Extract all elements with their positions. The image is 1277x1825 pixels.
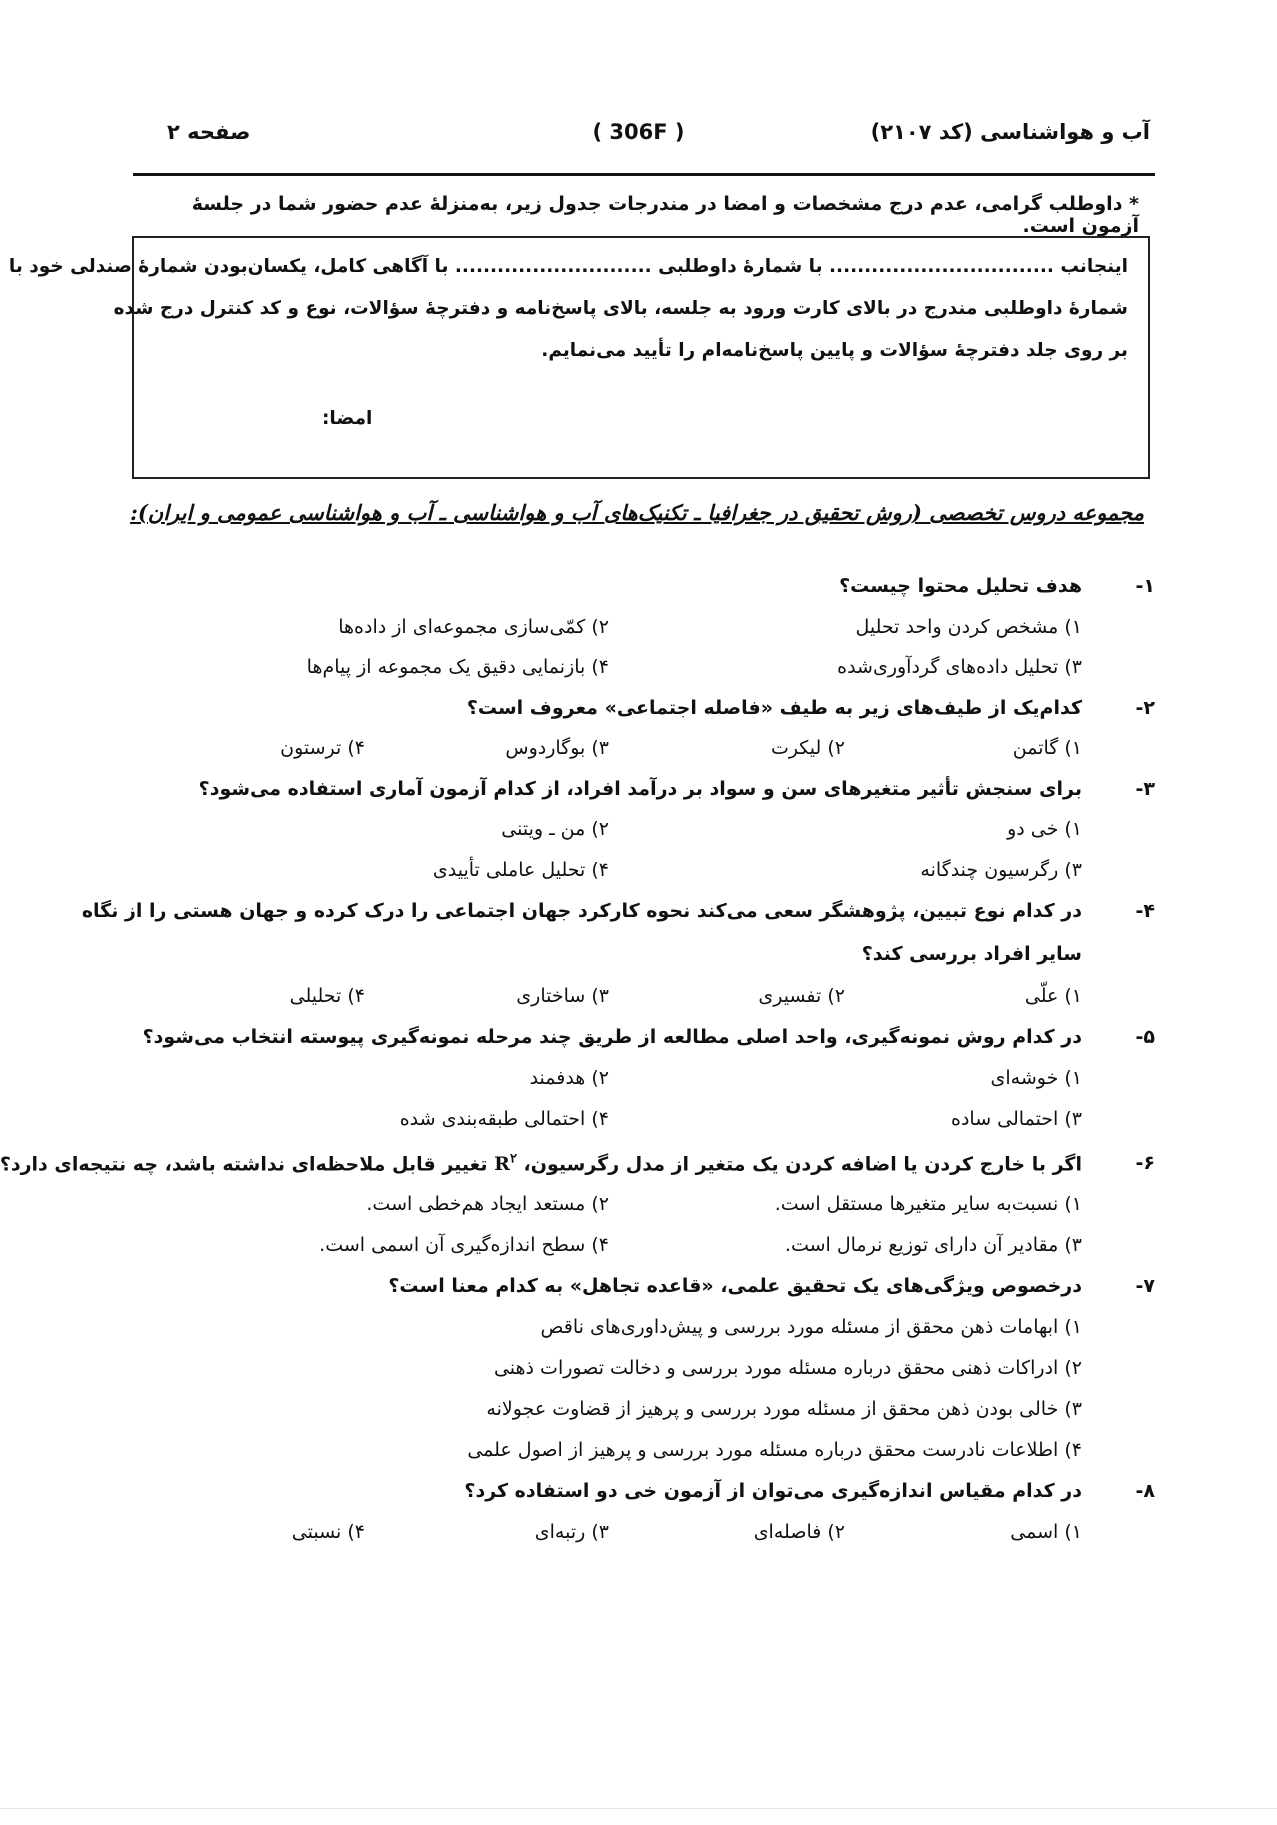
- answer-option: ۱) گاتمن: [1012, 737, 1082, 759]
- answer-option: ۲) تفسیری: [758, 985, 845, 1007]
- declaration-line-1: اینجانب ................................ با شمارهٔ داوطلبی ............................ با آگاهی کامل، یکسان‌بودن شمارهٔ صندلی خود با: [8, 256, 1128, 277]
- question-number: ۸-: [1135, 1480, 1155, 1502]
- answer-option: ۳) رتبه‌ای: [534, 1521, 609, 1543]
- answer-option: ۱) خوشه‌ای: [990, 1067, 1082, 1089]
- signature-label: امضا:: [322, 408, 373, 429]
- question-number: ۷-: [1135, 1275, 1155, 1297]
- question-number: ۲-: [1135, 697, 1155, 719]
- question-text: در کدام نوع تبیین، پژوهشگر سعی می‌کند نحوه کارکرد جهان اجتماعی را درک کرده و جهان هستی را از نگاه: [81, 900, 1082, 922]
- declaration-line-3: بر روی جلد دفترچهٔ سؤالات و پایین پاسخ‌نامه‌ام را تأیید می‌نمایم.: [541, 340, 1128, 361]
- answer-option: ۴) بازنمایی دقیق یک مجموعه از پیام‌ها: [306, 656, 609, 678]
- answer-option: ۴) اطلاعات نادرست محقق درباره مسئله مورد بررسی و پرهیز از اصول علمی: [467, 1439, 1082, 1461]
- answer-option: ۱) ابهامات ذهن محقق از مسئله مورد بررسی و پیش‌داوری‌های ناقص: [540, 1316, 1082, 1338]
- answer-option: ۳) ساختاری: [516, 985, 609, 1007]
- question-number: ۶-: [1135, 1152, 1155, 1174]
- question-text: برای سنجش تأثیر متغیرهای سن و سواد بر درآمد افراد، از کدام آزمون آماری استفاده می‌شود؟: [198, 778, 1082, 800]
- question-text: درخصوص ویژگی‌های یک تحقیق علمی، «قاعده تجاهل» به کدام معنا است؟: [388, 1275, 1082, 1297]
- answer-option: ۴) سطح اندازه‌گیری آن اسمی است.: [319, 1234, 609, 1256]
- answer-option: ۳) بوگاردوس: [505, 737, 609, 759]
- declaration-box: [8, 236, 1150, 479]
- candidate-warning: * داوطلب گرامی، عدم درج مشخصات و امضا در مندرجات جدول زیر، به‌منزلهٔ عدم حضور شما در جلسهٔ آزمون است.: [191, 193, 1139, 237]
- question-text: در کدام روش نمونه‌گیری، واحد اصلی مطالعه از طریق چند مرحله نمونه‌گیری پیوسته انتخاب می‌شود؟: [142, 1026, 1082, 1048]
- answer-option: ۴) احتمالی طبقه‌بندی شده: [399, 1108, 609, 1130]
- answer-option: ۲) کمّی‌سازی مجموعه‌ای از داده‌ها: [338, 616, 609, 638]
- header-divider: [133, 173, 1155, 176]
- answer-option: ۳) احتمالی ساده: [951, 1108, 1082, 1130]
- r-squared-symbol: $R^۲$: [494, 1152, 517, 1176]
- answer-option: ۳) خالی بودن ذهن محقق از مسئله مورد بررسی و پرهیز از قضاوت عجولانه: [486, 1398, 1082, 1420]
- answer-option: ۲) فاصله‌ای: [753, 1521, 845, 1543]
- answer-option: ۲) مستعد ایجاد هم‌خطی است.: [366, 1193, 609, 1215]
- answer-option: ۴) نسبتی: [291, 1521, 365, 1543]
- question-text: هدف تحلیل محتوا چیست؟: [839, 575, 1082, 597]
- answer-option: ۴) ترستون: [280, 737, 365, 759]
- booklet-code: ( 306F ): [592, 120, 685, 144]
- question-number: ۳-: [1135, 778, 1155, 800]
- answer-option: ۳) مقادیر آن دارای توزیع نرمال است.: [784, 1234, 1082, 1256]
- answer-option: ۴) تحلیل عاملی تأییدی: [432, 859, 609, 881]
- answer-option: ۱) خی دو: [1007, 818, 1082, 840]
- section-title: مجموعه دروس تخصصی (روش تحقیق در جغرافیا ـ تکنیک‌های آب و هواشناسی ـ آب و هواشناسی عمومی و ایران):: [130, 500, 1144, 525]
- answer-option: ۱) نسبت‌به سایر متغیرها مستقل است.: [774, 1193, 1082, 1215]
- question-text: در کدام مقیاس اندازه‌گیری می‌توان از آزمون خی دو استفاده کرد؟: [464, 1480, 1082, 1502]
- page-number: صفحه ۲: [167, 120, 251, 144]
- question-number: ۱-: [1135, 575, 1155, 597]
- answer-option: ۲) لیکرت: [770, 737, 845, 759]
- answer-option: ۲) ادراکات ذهنی محقق درباره مسئله مورد بررسی و دخالت تصورات ذهنی: [493, 1357, 1082, 1379]
- question-number: ۴-: [1135, 900, 1155, 922]
- exam-subject-header: آب و هواشناسی (کد ۲۱۰۷): [870, 120, 1150, 144]
- answer-option: ۳) رگرسیون چندگانه: [920, 859, 1082, 881]
- answer-option: ۲) من ـ ویتنی: [501, 818, 609, 840]
- answer-option: ۲) هدفمند: [529, 1067, 609, 1089]
- answer-option: ۴) تحلیلی: [289, 985, 365, 1007]
- answer-option: ۳) تحلیل داده‌های گردآوری‌شده: [837, 656, 1082, 678]
- declaration-line-2: شمارهٔ داوطلبی مندرج در بالای کارت ورود به جلسه، بالای پاسخ‌نامه و دفترچهٔ سؤالات، نوع و کد کنترل درج شده: [113, 298, 1128, 319]
- answer-option: ۱) اسمی: [1010, 1521, 1082, 1543]
- question-text-continued: سایر افراد بررسی کند؟: [861, 943, 1082, 965]
- question-text: کدام‌یک از طیف‌های زیر به طیف «فاصله اجتماعی» معروف است؟: [466, 697, 1082, 719]
- answer-option: ۱) مشخص کردن واحد تحلیل: [855, 616, 1082, 638]
- answer-option: ۱) علّی: [1024, 985, 1082, 1007]
- page-bottom-edge: [0, 1808, 1277, 1809]
- question-text: اگر با خارج کردن یا اضافه کردن یک متغیر از مدل رگرسیون، $R^۲$ تغییر قابل ملاحظه‌ای نداشته باشد، چه نتیجه‌ای دارد؟: [0, 1152, 1082, 1176]
- question-number: ۵-: [1135, 1026, 1155, 1048]
